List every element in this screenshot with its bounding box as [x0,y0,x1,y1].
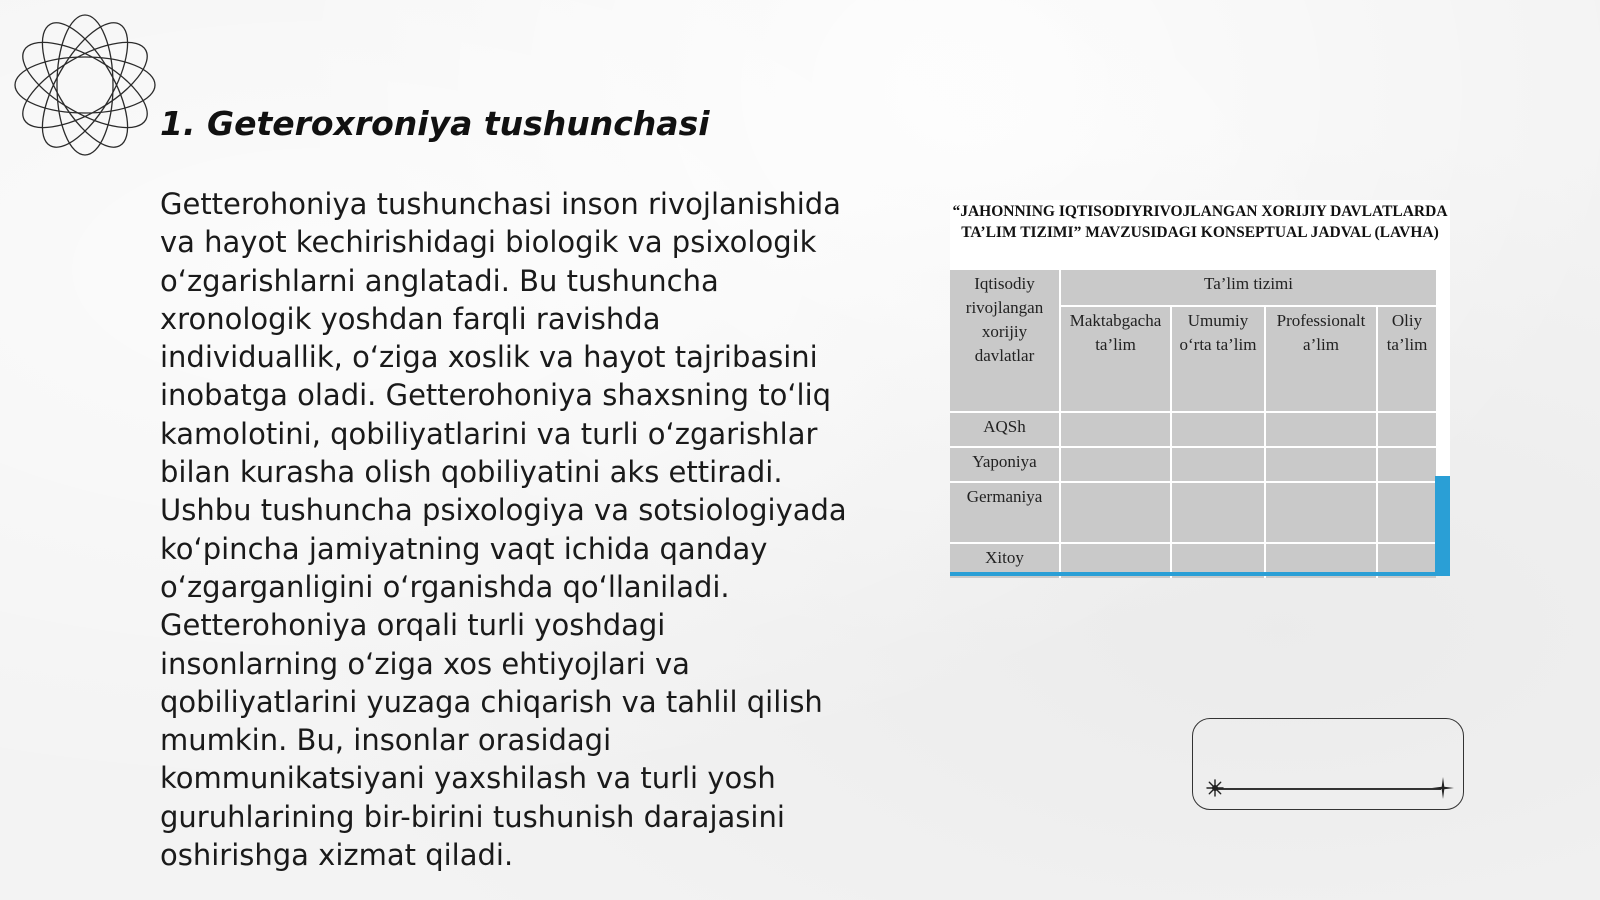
table-cell [1266,483,1376,542]
table-cell [1061,413,1170,446]
table-cell [1378,483,1436,542]
table-corner-header: Iqtisodiy rivojlangan xorijiy davlatlar [950,270,1059,411]
slide-body-text: Getterohoniya tushunchasi inson rivojlanishida va hayot kechirishidagi biologik va psixologik o‘zgarishlarni anglatadi. Bu tushuncha xronologik yoshdan farqli ravishda individuallik, o‘ziga xoslik va hayot tajribasini inobatga oladi. Getterohoniya shaxsning to‘liq kamolotini, qobiliyatlarini va turli o‘zgarishlar bilan kurasha olish qobiliyatini aks ettiradi. Ushbu tushuncha psixologiya va sotsiologiyada ko‘pincha jamiyatning vaqt ichida qanday o‘zgarganligini o‘rganishda qo‘llaniladi. Getterohoniya orqali turli yoshdagi insonlarning o‘ziga xos ehtiyojlari va qobiliyatlarini yuzaga chiqarish va tahlil qilish mumkin. Bu, insonlar orasidagi kommunikatsiyani yaxshilash va turli yosh guruhlarining bir-birini tushunish darajasini oshirishga xizmat qiladi. [160,187,847,873]
table-title: “JAHONNING IQTISODIYRIVOJLANGAN XORIJIY DAVLATLARDA TA’LIM TIZIMI” MAVZUSIDAGI KONSEPTUAL JADVAL (LAVHA) [952,203,1448,241]
table-cell [1061,448,1170,481]
sparkle-icon [1205,778,1225,798]
table-row-label: Germaniya [950,483,1059,542]
timeline-decoration [1192,718,1464,810]
accent-bar-bottom [950,572,1450,576]
timeline-line [1215,788,1441,790]
concept-table [950,270,1436,578]
table-row-label: Xitoy [950,544,1059,578]
concept-table-image [950,200,1450,576]
table-row-label: Yaponiya [950,448,1059,481]
table-cell [1172,483,1264,542]
slide-title: 1. Geteroxroniya tushunchasi [160,104,710,143]
table-cell [1061,483,1170,542]
orbit-rings-logo-icon [10,10,160,160]
table-row-label: AQSh [950,413,1059,446]
accent-bar-side [1435,476,1450,576]
table-cell [1172,413,1264,446]
table-column-header: Oliy ta’lim [1378,307,1436,411]
table-cell [1378,448,1436,481]
table-cell [1266,448,1376,481]
four-point-star-icon [1431,776,1455,800]
table-cell [1266,413,1376,446]
table-column-header: Professionalt a’lim [1266,307,1376,411]
table-column-header: Maktabgacha ta’lim [1061,307,1170,411]
table-column-header: Umumiy o‘rta ta’lim [1172,307,1264,411]
table-group-header: Ta’lim tizimi [1061,270,1436,305]
table-cell [1378,413,1436,446]
table-cell [1172,448,1264,481]
